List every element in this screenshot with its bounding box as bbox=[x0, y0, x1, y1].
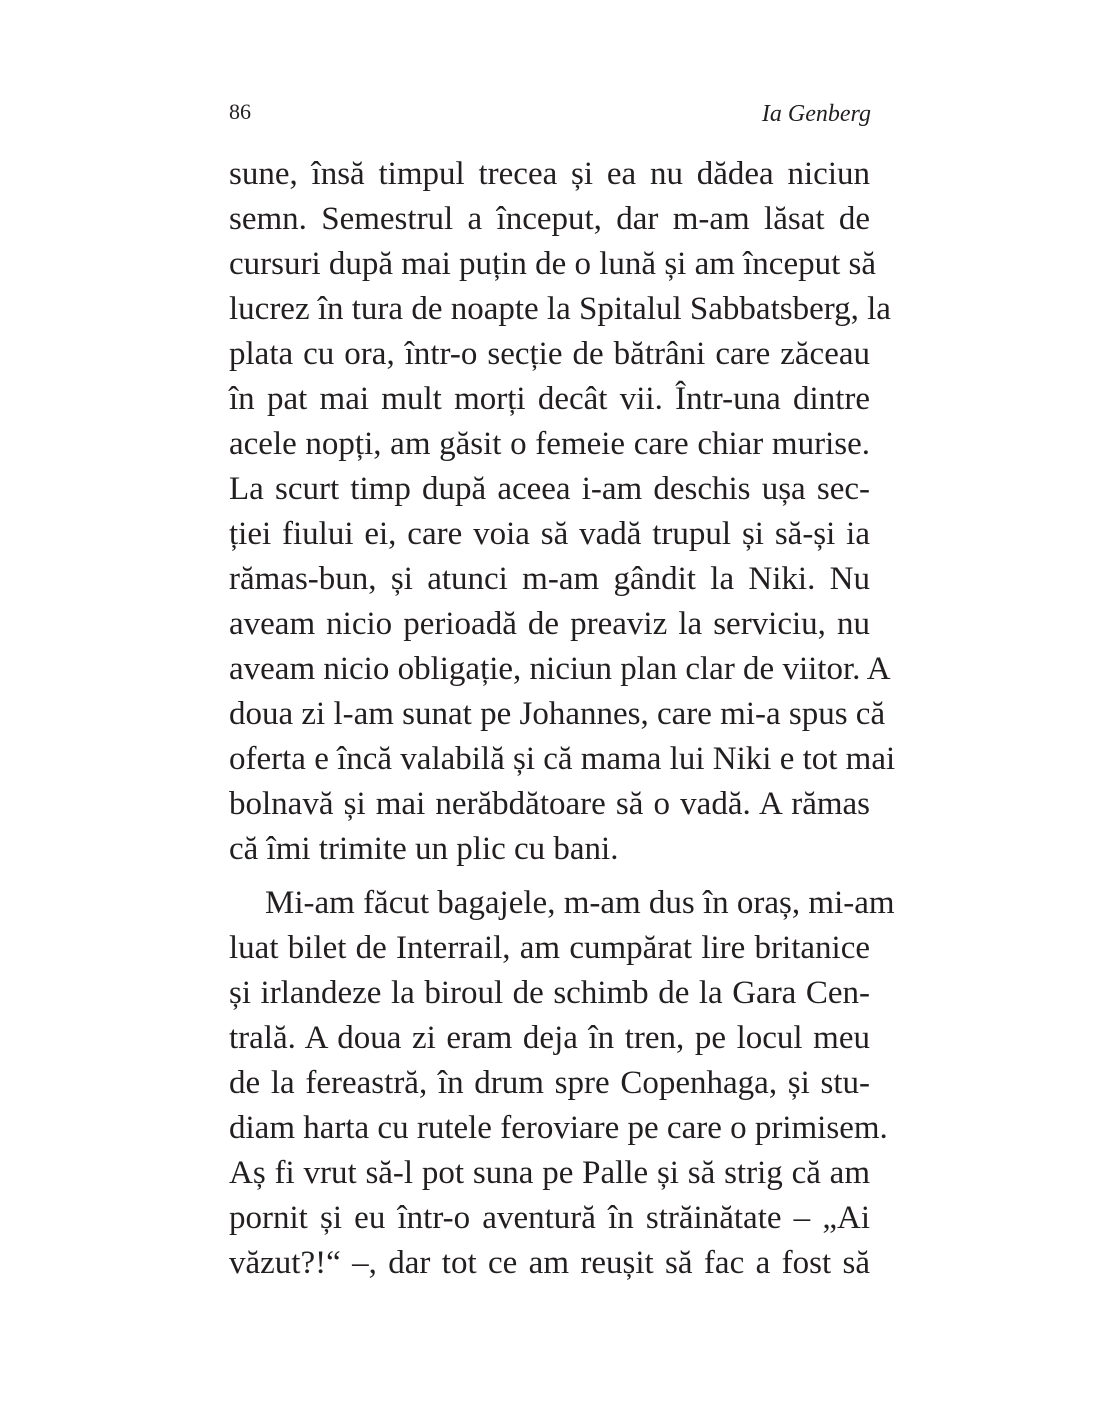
text-line: și irlandeze la biroul de schimb de la Gara Cen- bbox=[229, 975, 870, 1011]
text-line: pornit și eu într-o aventură în străinătate – „Ai bbox=[229, 1200, 870, 1236]
text-line: lucrez în tura de noapte la Spitalul Sabbatsberg, la bbox=[229, 291, 891, 327]
text-line: oferta e încă valabilă și că mama lui Niki e tot mai bbox=[229, 741, 896, 777]
text-line: bolnavă și mai nerăbdătoare să o vadă. A rămas bbox=[229, 786, 870, 822]
text-line: ției fiului ei, care voia să vadă trupul și să-și ia bbox=[229, 516, 870, 552]
running-head-author: Ia Genberg bbox=[761, 101, 871, 127]
text-line: aveam nicio obligație, niciun plan clar de viitor. A bbox=[229, 651, 891, 687]
text-line: acele nopți, am găsit o femeie care chiar murise. bbox=[229, 426, 870, 462]
text-line: La scurt timp după aceea i-am deschis ușa sec- bbox=[229, 471, 870, 507]
text-line: trală. A doua zi eram deja în tren, pe locul meu bbox=[229, 1020, 870, 1056]
text-line: rămas-bun, și atunci m-am gândit la Niki. Nu bbox=[229, 561, 870, 597]
page-number: 86 bbox=[229, 99, 251, 124]
text-line: diam harta cu rutele feroviare pe care o primisem. bbox=[229, 1110, 888, 1146]
text-line: aveam nicio perioadă de preaviz la serviciu, nu bbox=[229, 606, 870, 642]
text-line: văzut?!“ –, dar tot ce am reușit să fac a fost să bbox=[229, 1245, 870, 1281]
paragraph-2 bbox=[229, 881, 895, 1286]
text-line: plata cu ora, într-o secție de bătrâni care zăceau bbox=[229, 336, 870, 372]
text-line: Mi-am făcut bagajele, m-am dus în oraș, mi-am bbox=[265, 885, 895, 921]
paragraph-1 bbox=[229, 152, 896, 872]
text-line: în pat mai mult morți decât vii. Într-una dintre bbox=[229, 381, 870, 417]
text-line: semn. Semestrul a început, dar m-am lăsat de bbox=[229, 201, 870, 237]
paragraph-spacing bbox=[229, 872, 870, 881]
text-line: luat bilet de Interrail, am cumpărat lire britanice bbox=[229, 930, 870, 966]
text-line: sune, însă timpul trecea și ea nu dădea niciun bbox=[229, 156, 870, 192]
text-line: cursuri după mai puțin de o lună și am început să bbox=[229, 246, 877, 282]
body-text bbox=[229, 152, 896, 1286]
text-line: că îmi trimite un plic cu bani. bbox=[229, 831, 619, 867]
text-line: Aș fi vrut să-l pot suna pe Palle și să strig că am bbox=[229, 1155, 870, 1191]
text-line: de la fereastră, în drum spre Copenhaga, și stu- bbox=[229, 1065, 870, 1101]
text-line: doua zi l-am sunat pe Johannes, care mi-a spus că bbox=[229, 696, 886, 732]
